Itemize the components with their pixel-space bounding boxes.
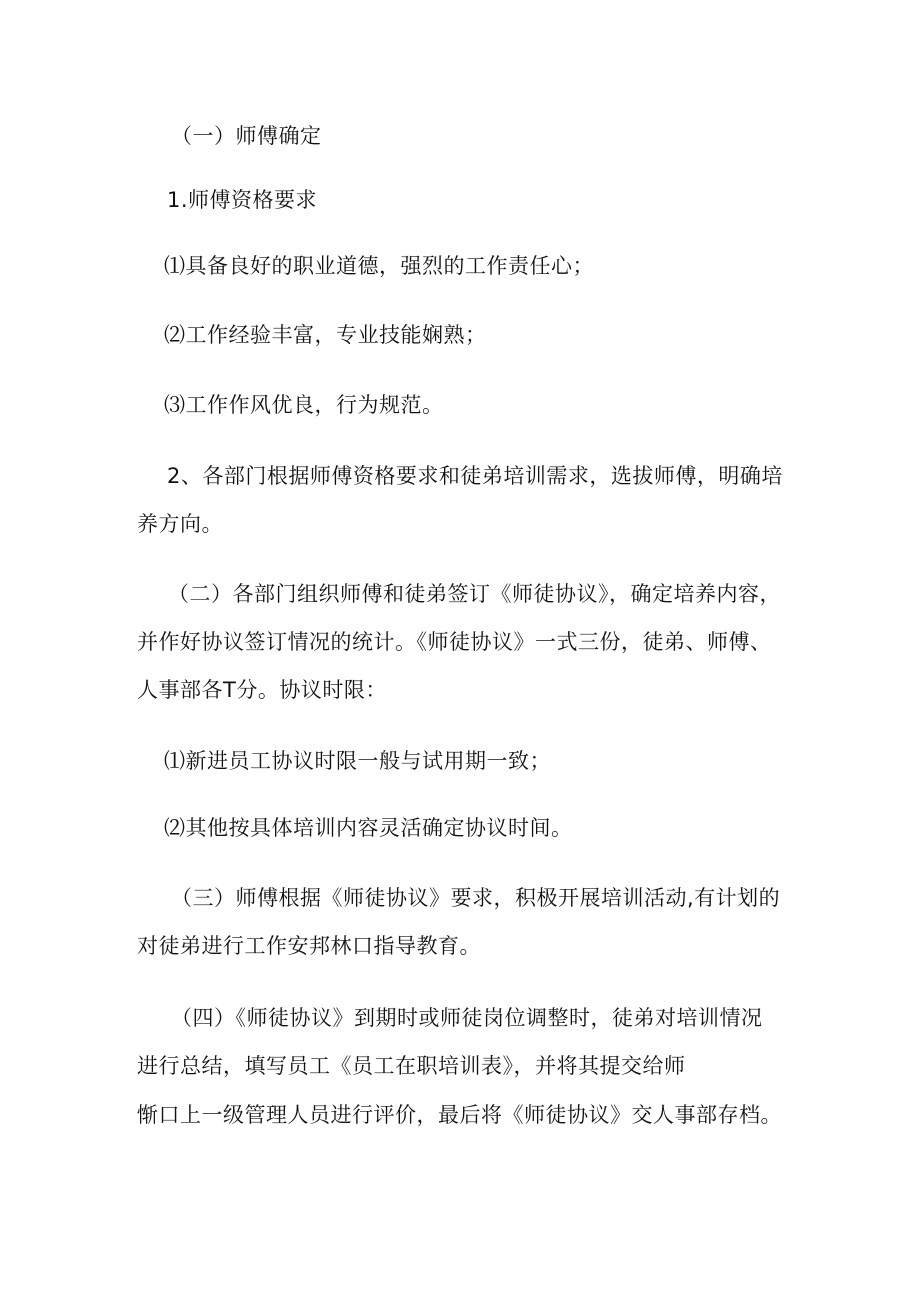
list-item: ⑴新进员工协议时限一般与试用期一致； [164,749,551,773]
list-item: ⑵工作经验丰富，专业技能娴熟； [164,323,487,347]
paragraph-line: （三）师傅根据《师徒协议》要求，积极开展培训活动,有计划的 [171,886,781,910]
paragraph-line: （二）各部门组织师傅和徒弟签订《师徒协议》，确定培养内容， [168,582,781,606]
paragraph-line: 2、各部门根据师傅资格要求和徒弟培训需求，选拔师傅，明确培 [167,464,783,488]
paragraph-line: （四）《师徒协议》到期时或师徒岗位调整时，徒弟对培训情况 [171,1006,763,1030]
section-heading-1: （一）师傅确定 [171,124,322,148]
paragraph-line: 惭口上一级管理人员进行评价，最后将《师徒协议》交人事部存档。 [137,1103,782,1127]
list-item: ⑴具备良好的职业道德，强烈的工作责任心； [164,254,594,278]
list-item: ⑵其他按具体培训内容灵活确定协议时间。 [164,816,573,840]
paragraph-line: 进行总结，填写员工《员工在职培训表》，并将其提交给师 [137,1054,686,1078]
paragraph-line: 并作好协议签订情况的统计。《师徒协议》一式三份，徒弟、师傅、 [137,630,772,654]
subheading-qualification: 1.师傅资格要求 [167,188,318,212]
paragraph-line: 对徒弟进行工作安邦林口指导教育。 [137,934,481,958]
list-item: ⑶工作作风优良，行为规范。 [164,393,444,417]
paragraph-line: 养方向。 [137,512,223,536]
paragraph-line: 人事部各T分。协议时限： [137,678,387,702]
